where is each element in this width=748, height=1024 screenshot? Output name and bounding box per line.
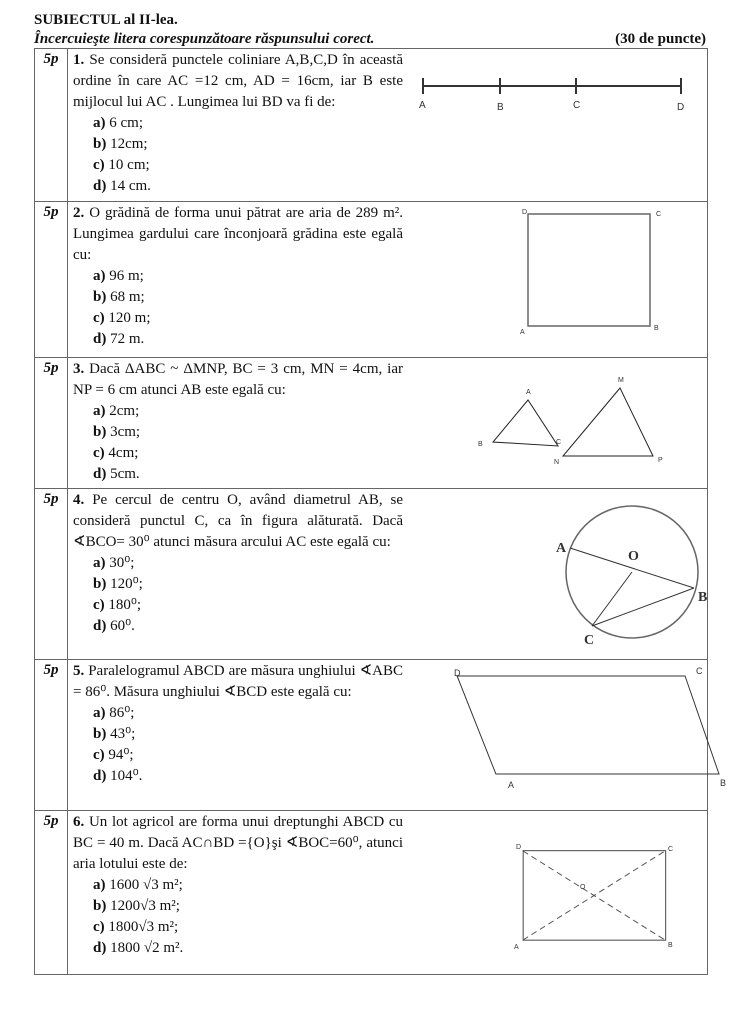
svg-text:C: C	[696, 666, 703, 676]
svg-text:M: M	[618, 377, 624, 384]
answer-option[interactable]	[73, 896, 403, 917]
answer-option[interactable]	[73, 745, 403, 766]
svg-text:B: B	[497, 102, 504, 113]
points-cell: 5p	[35, 660, 68, 810]
option-letter: a)	[93, 555, 106, 571]
option-text: 6 cm;	[109, 115, 143, 131]
svg-text:N: N	[554, 459, 560, 466]
svg-text:B: B	[478, 441, 483, 448]
option-letter: b)	[93, 136, 107, 152]
problem-figure	[548, 504, 748, 654]
svg-text:D: D	[454, 668, 461, 678]
problem-statement: Paralelogramul ABCD are măsura unghiului ∢ABC = 86⁰. Măsura unghiului ∢BCD este egală cu:	[73, 663, 403, 700]
answer-option[interactable]	[73, 766, 403, 787]
option-letter: d)	[93, 768, 107, 784]
option-text: 60⁰.	[110, 618, 135, 634]
option-text: 1800√3 m²;	[108, 919, 179, 935]
svg-text:D: D	[516, 844, 522, 851]
option-letter: c)	[93, 747, 105, 763]
total-points: (30 de puncte)	[615, 31, 706, 47]
svg-text:D: D	[522, 209, 528, 216]
option-letter: a)	[93, 705, 106, 721]
answer-option[interactable]	[73, 553, 403, 574]
option-letter: d)	[93, 466, 107, 482]
option-letter: b)	[93, 289, 107, 305]
option-text: 12cm;	[110, 136, 148, 152]
option-letter: d)	[93, 940, 107, 956]
problem-figure	[508, 206, 668, 336]
answer-option[interactable]	[73, 329, 403, 350]
problem-statement: O grădină de forma unui pătrat are aria de 289 m². Lungimea gardului care înconjoară grădina este egală cu:	[73, 205, 403, 263]
problem-number: 6.	[73, 814, 85, 830]
option-letter: d)	[93, 178, 107, 194]
option-text: 30⁰;	[109, 555, 135, 571]
option-text: 10 cm;	[108, 157, 150, 173]
problem-figure	[468, 370, 668, 480]
instruction: Încercuieşte litera corespunzătoare răspunsului corect.	[34, 31, 375, 47]
svg-text:C: C	[656, 211, 662, 218]
answer-option[interactable]	[73, 401, 403, 422]
option-text: 3cm;	[110, 424, 141, 440]
problem-row	[35, 202, 707, 358]
svg-text:A: A	[556, 541, 567, 556]
section-title: SUBIECTUL al II-lea.	[34, 12, 178, 28]
option-letter: b)	[93, 726, 107, 742]
problem-statement: Se consideră punctele coliniare A,B,C,D în această ordine în care AC =12 cm, AD = 16cm, iar B este mijlocul lui AC . Lungimea lui BD va fi de:	[73, 52, 404, 110]
problem-number: 1.	[73, 52, 85, 68]
problem-number: 4.	[73, 492, 85, 508]
svg-text:B: B	[720, 778, 727, 788]
option-text: 68 m;	[110, 289, 145, 305]
option-text: 180⁰;	[108, 597, 142, 613]
answer-option[interactable]	[73, 574, 403, 595]
points-cell: 5p	[35, 202, 68, 357]
problem-figure	[438, 664, 738, 790]
svg-text:A: A	[526, 389, 531, 396]
option-letter: c)	[93, 157, 105, 173]
answer-option[interactable]	[73, 308, 403, 329]
points-cell: 5p	[35, 49, 68, 201]
answer-option[interactable]	[73, 134, 403, 155]
option-text: 96 m;	[109, 268, 144, 284]
problem-row	[35, 49, 707, 202]
option-text: 5cm.	[110, 466, 140, 482]
svg-text:B: B	[668, 942, 673, 949]
option-text: 43⁰;	[110, 726, 136, 742]
points-cell: 5p	[35, 811, 68, 974]
option-text: 14 cm.	[110, 178, 151, 194]
svg-text:C: C	[556, 439, 562, 446]
points-cell: 5p	[35, 358, 68, 488]
option-letter: c)	[93, 445, 105, 461]
option-text: 72 m.	[110, 331, 145, 347]
answer-option[interactable]	[73, 917, 403, 938]
option-letter: c)	[93, 597, 105, 613]
option-text: 120 m;	[108, 310, 151, 326]
problem-row	[35, 489, 707, 660]
svg-text:B: B	[654, 325, 659, 332]
option-text: 2cm;	[109, 403, 140, 419]
option-text: 86⁰;	[109, 705, 135, 721]
option-text: 1800 √2 m².	[110, 940, 184, 956]
problem-number: 2.	[73, 205, 85, 221]
option-letter: b)	[93, 898, 107, 914]
option-letter: a)	[93, 268, 106, 284]
option-letter: b)	[93, 424, 107, 440]
problem-statement: Un lot agricol are forma unui dreptunghi ABCD cu BC = 40 m. Dacă AC∩BD ={O}şi ∢BOC=60⁰, atunci aria lotului este de:	[73, 814, 403, 872]
answer-option[interactable]	[73, 724, 403, 745]
svg-text:D: D	[677, 102, 685, 113]
svg-text:A: A	[514, 944, 519, 951]
problem-row	[35, 660, 727, 811]
option-text: 4cm;	[108, 445, 139, 461]
problem-figure	[413, 64, 693, 124]
problem-number: 5.	[73, 663, 85, 679]
option-text: 1600 √3 m²;	[109, 877, 183, 893]
answer-option[interactable]	[73, 875, 403, 896]
option-letter: a)	[93, 877, 106, 893]
svg-text:A: A	[508, 780, 515, 790]
answer-option[interactable]	[73, 464, 403, 485]
svg-text:C: C	[668, 846, 674, 853]
option-letter: d)	[93, 331, 107, 347]
option-letter: c)	[93, 919, 105, 935]
option-letter: a)	[93, 115, 106, 131]
problems-table	[34, 48, 727, 975]
option-letter: c)	[93, 310, 105, 326]
option-letter: b)	[93, 576, 107, 592]
answer-option[interactable]	[73, 113, 403, 134]
answer-option[interactable]	[73, 176, 403, 197]
svg-text:C: C	[573, 100, 581, 111]
option-letter: a)	[93, 403, 106, 419]
answer-option[interactable]	[73, 287, 403, 308]
points-cell: 5p	[35, 489, 68, 659]
answer-option[interactable]	[73, 266, 403, 287]
answer-option[interactable]	[73, 443, 403, 464]
svg-text:O: O	[580, 884, 586, 891]
problem-row	[35, 811, 707, 975]
answer-option[interactable]	[73, 595, 403, 616]
answer-option[interactable]	[73, 155, 403, 176]
problem-number: 3.	[73, 361, 85, 377]
svg-text:C: C	[584, 633, 595, 648]
problem-statement: Pe cercul de centru O, având diametrul AB, se consideră punctul C, ca în figura alăturată. Dacă ∢BCO= 30⁰ atunci măsura arcului AC este egală cu:	[73, 492, 404, 550]
answer-option[interactable]	[73, 422, 403, 443]
option-text: 104⁰.	[110, 768, 143, 784]
answer-option[interactable]	[73, 938, 403, 959]
svg-text:B: B	[698, 590, 708, 605]
problem-figure	[488, 841, 688, 951]
svg-text:A: A	[419, 100, 426, 111]
answer-option[interactable]	[73, 703, 403, 724]
answer-option[interactable]	[73, 616, 403, 637]
option-text: 120⁰;	[110, 576, 143, 592]
svg-text:A: A	[520, 329, 525, 336]
option-text: 1200√3 m²;	[110, 898, 180, 914]
option-letter: d)	[93, 618, 107, 634]
problem-statement: Dacă ΔABC ~ ΔMNP, BC = 3 cm, MN = 4cm, iar NP = 6 cm atunci AB este egală cu:	[73, 361, 403, 398]
option-text: 94⁰;	[108, 747, 134, 763]
problem-row	[35, 358, 707, 489]
svg-text:O: O	[628, 549, 639, 564]
svg-text:P: P	[658, 457, 663, 464]
